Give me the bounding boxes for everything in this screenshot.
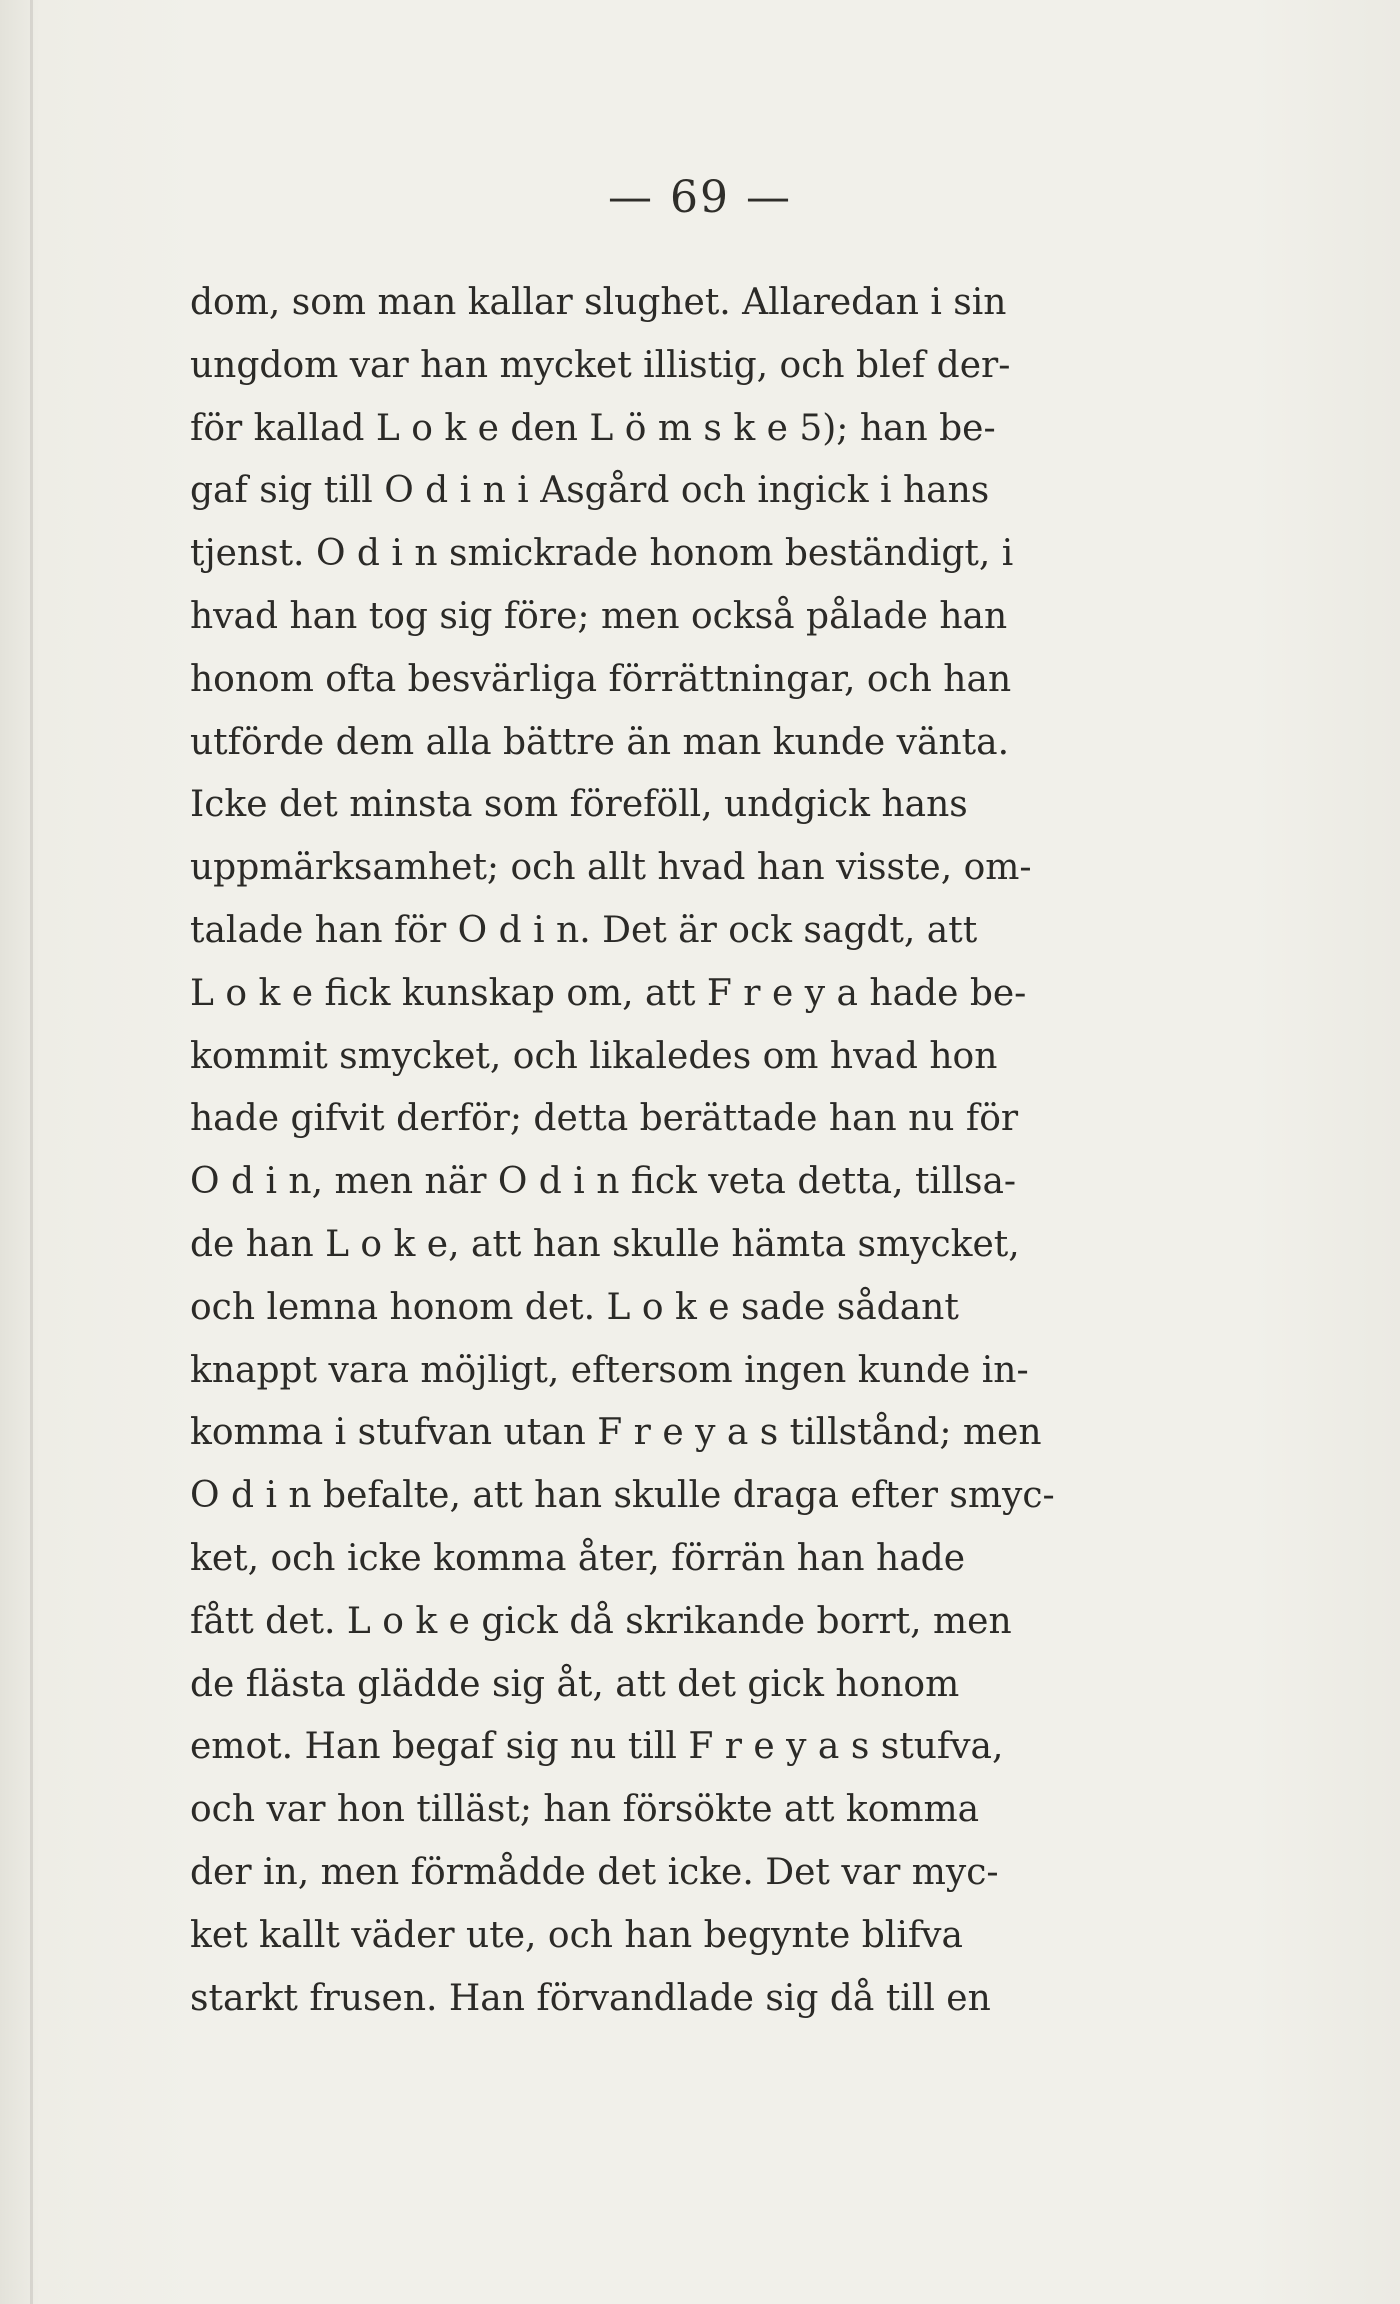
text-line: O d i n, men när O d i n fick veta detta, tillsa- — [190, 1161, 1017, 1203]
text-line: hade gifvit derför; detta berättade han nu för — [190, 1098, 1019, 1140]
text-line: emot. Han begaf sig nu till F r e y a s stufva, — [190, 1726, 1004, 1768]
text-line: gaf sig till O d i n i Asgård och ingick i hans — [190, 470, 990, 512]
text-line: ket kallt väder ute, och han begynte blifva — [190, 1914, 963, 1956]
text-line: för kallad L o k e den L ö m s k e 5); han be- — [190, 407, 996, 449]
text-line: utförde dem alla bättre än man kunde vänta. — [190, 721, 1010, 763]
text-line: ungdom var han mycket illistig, och blef der- — [190, 344, 1011, 386]
text-line: honom ofta besvärliga förrättningar, och han — [190, 658, 1012, 700]
text-line: der in, men förmådde det icke. Det var myc- — [190, 1851, 999, 1893]
page-number-header: — 69 — — [608, 172, 792, 223]
text-line: fått det. L o k e gick då skrikande borrt, men — [190, 1600, 1012, 1642]
text-line: uppmärksamhet; och allt hvad han visste, om- — [190, 847, 1032, 889]
text-line: talade han för O d i n. Det är ock sagdt, att — [190, 909, 978, 951]
text-line: Icke det minsta som föreföll, undgick hans — [190, 784, 968, 826]
text-line: hvad han tog sig före; men också pålade han — [190, 595, 1008, 637]
text-line: och var hon tilläst; han försökte att komma — [190, 1789, 980, 1831]
text-line: starkt frusen. Han förvandlade sig då till en — [190, 1977, 991, 2019]
text-line: kommit smycket, och likaledes om hvad hon — [190, 1035, 998, 1077]
text-line: tjenst. O d i n smickrade honom beständigt, i — [190, 533, 1014, 575]
text-line: de flästa glädde sig åt, att det gick honom — [190, 1663, 960, 1705]
text-line: komma i stufvan utan F r e y a s tillstånd; men — [190, 1412, 1042, 1454]
text-line: ket, och icke komma åter, förrän han hade — [190, 1537, 966, 1579]
text-line: knappt vara möjligt, eftersom ingen kunde in- — [190, 1349, 1029, 1391]
body-text — [190, 272, 1180, 2030]
text-line: L o k e fick kunskap om, att F r e y a hade be- — [190, 972, 1027, 1014]
text-line: dom, som man kallar slughet. Allaredan i sin — [190, 282, 1007, 323]
text-line: och lemna honom det. L o k e sade sådant — [190, 1286, 959, 1328]
text-line: O d i n befalte, att han skulle draga efter smyc- — [190, 1475, 1055, 1517]
gutter-shadow — [30, 0, 33, 2304]
text-line: de han L o k e, att han skulle hämta smycket, — [190, 1223, 1020, 1265]
